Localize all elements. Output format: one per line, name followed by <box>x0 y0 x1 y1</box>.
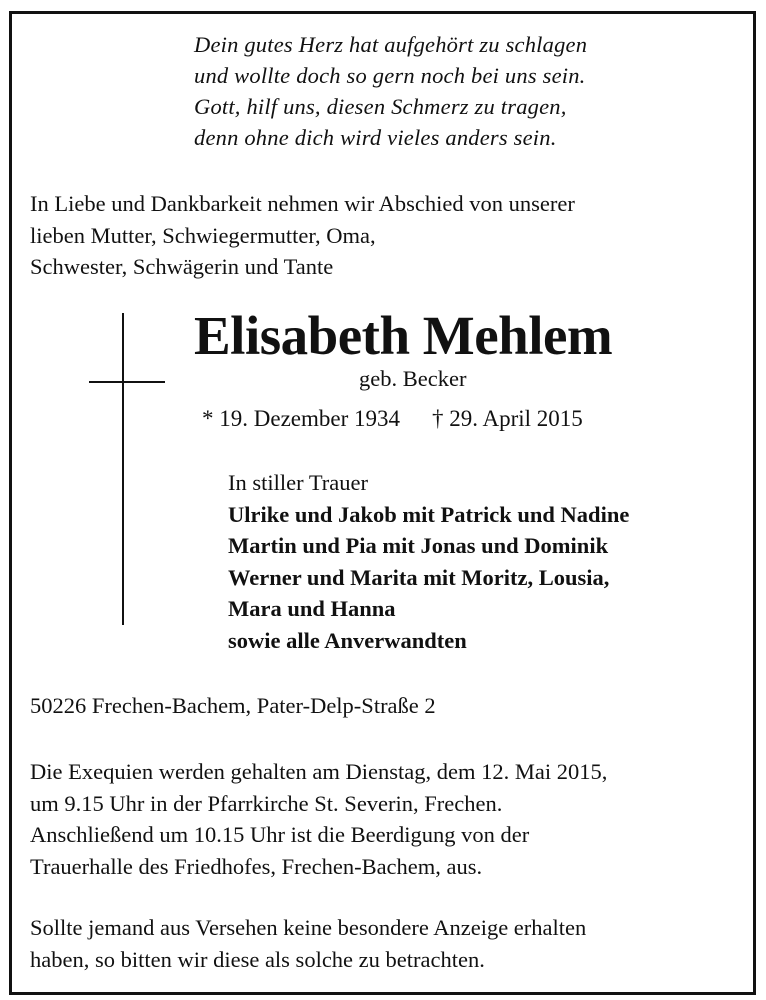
mourner-line: Ulrike und Jakob mit Patrick und Nadine <box>228 501 630 527</box>
death-date: † 29. April 2015 <box>432 406 583 431</box>
memorial-poem <box>194 29 587 153</box>
closing-line: Sollte jemand aus Versehen keine besondere Anzeige erhalten <box>30 915 587 940</box>
mourner-line: Martin und Pia mit Jonas und Dominik <box>228 533 609 558</box>
service-line: um 9.15 Uhr in der Pfarrkirche St. Severin, Frechen. <box>30 790 503 816</box>
service-line: Trauerhalle des Friedhofes, Frechen-Bachem, aus. <box>30 853 483 879</box>
maiden-name: geb. Becker <box>359 366 467 391</box>
funeral-service-info <box>30 756 607 882</box>
cross-icon-vertical <box>122 313 124 625</box>
mourner-line: Werner und Marita mit Moritz, Lousia, <box>228 564 610 590</box>
mourning-family <box>228 467 629 656</box>
cross-icon-horizontal <box>89 381 165 383</box>
intro-line: Schwester, Schwägerin und Tante <box>30 254 334 279</box>
birth-date: * 19. Dezember 1934 <box>202 406 400 431</box>
mourner-list <box>228 499 629 657</box>
poem-line: denn ohne dich wird vieles anders sein. <box>194 125 557 150</box>
mourner-line: Mara und Hanna <box>228 596 396 621</box>
intro-line: In Liebe und Dankbarkeit nehmen wir Abschied von unserer <box>30 191 575 216</box>
closing-line: haben, so bitten wir diese als solche zu betrachten. <box>30 946 485 972</box>
closing-note <box>30 912 586 975</box>
poem-line: und wollte doch so gern noch bei uns sein. <box>194 63 586 88</box>
life-dates <box>202 404 583 434</box>
intro-line: lieben Mutter, Schwiegermutter, Oma, <box>30 222 376 248</box>
service-line: Die Exequien werden gehalten am Dienstag, dem 12. Mai 2015, <box>30 759 608 784</box>
mourner-line: sowie alle Anverwandten <box>228 627 467 653</box>
family-address: 50226 Frechen-Bachem, Pater-Delp-Straße 2 <box>30 693 436 718</box>
deceased-name: Elisabeth Mehlem <box>194 305 613 366</box>
farewell-intro <box>30 188 575 283</box>
poem-line: Dein gutes Herz hat aufgehört zu schlagen <box>194 32 588 57</box>
service-line: Anschließend um 10.15 Uhr ist die Beerdigung von der <box>30 822 530 847</box>
family-heading: In stiller Trauer <box>228 470 368 495</box>
poem-line: Gott, hilf uns, diesen Schmerz zu tragen, <box>194 94 567 119</box>
